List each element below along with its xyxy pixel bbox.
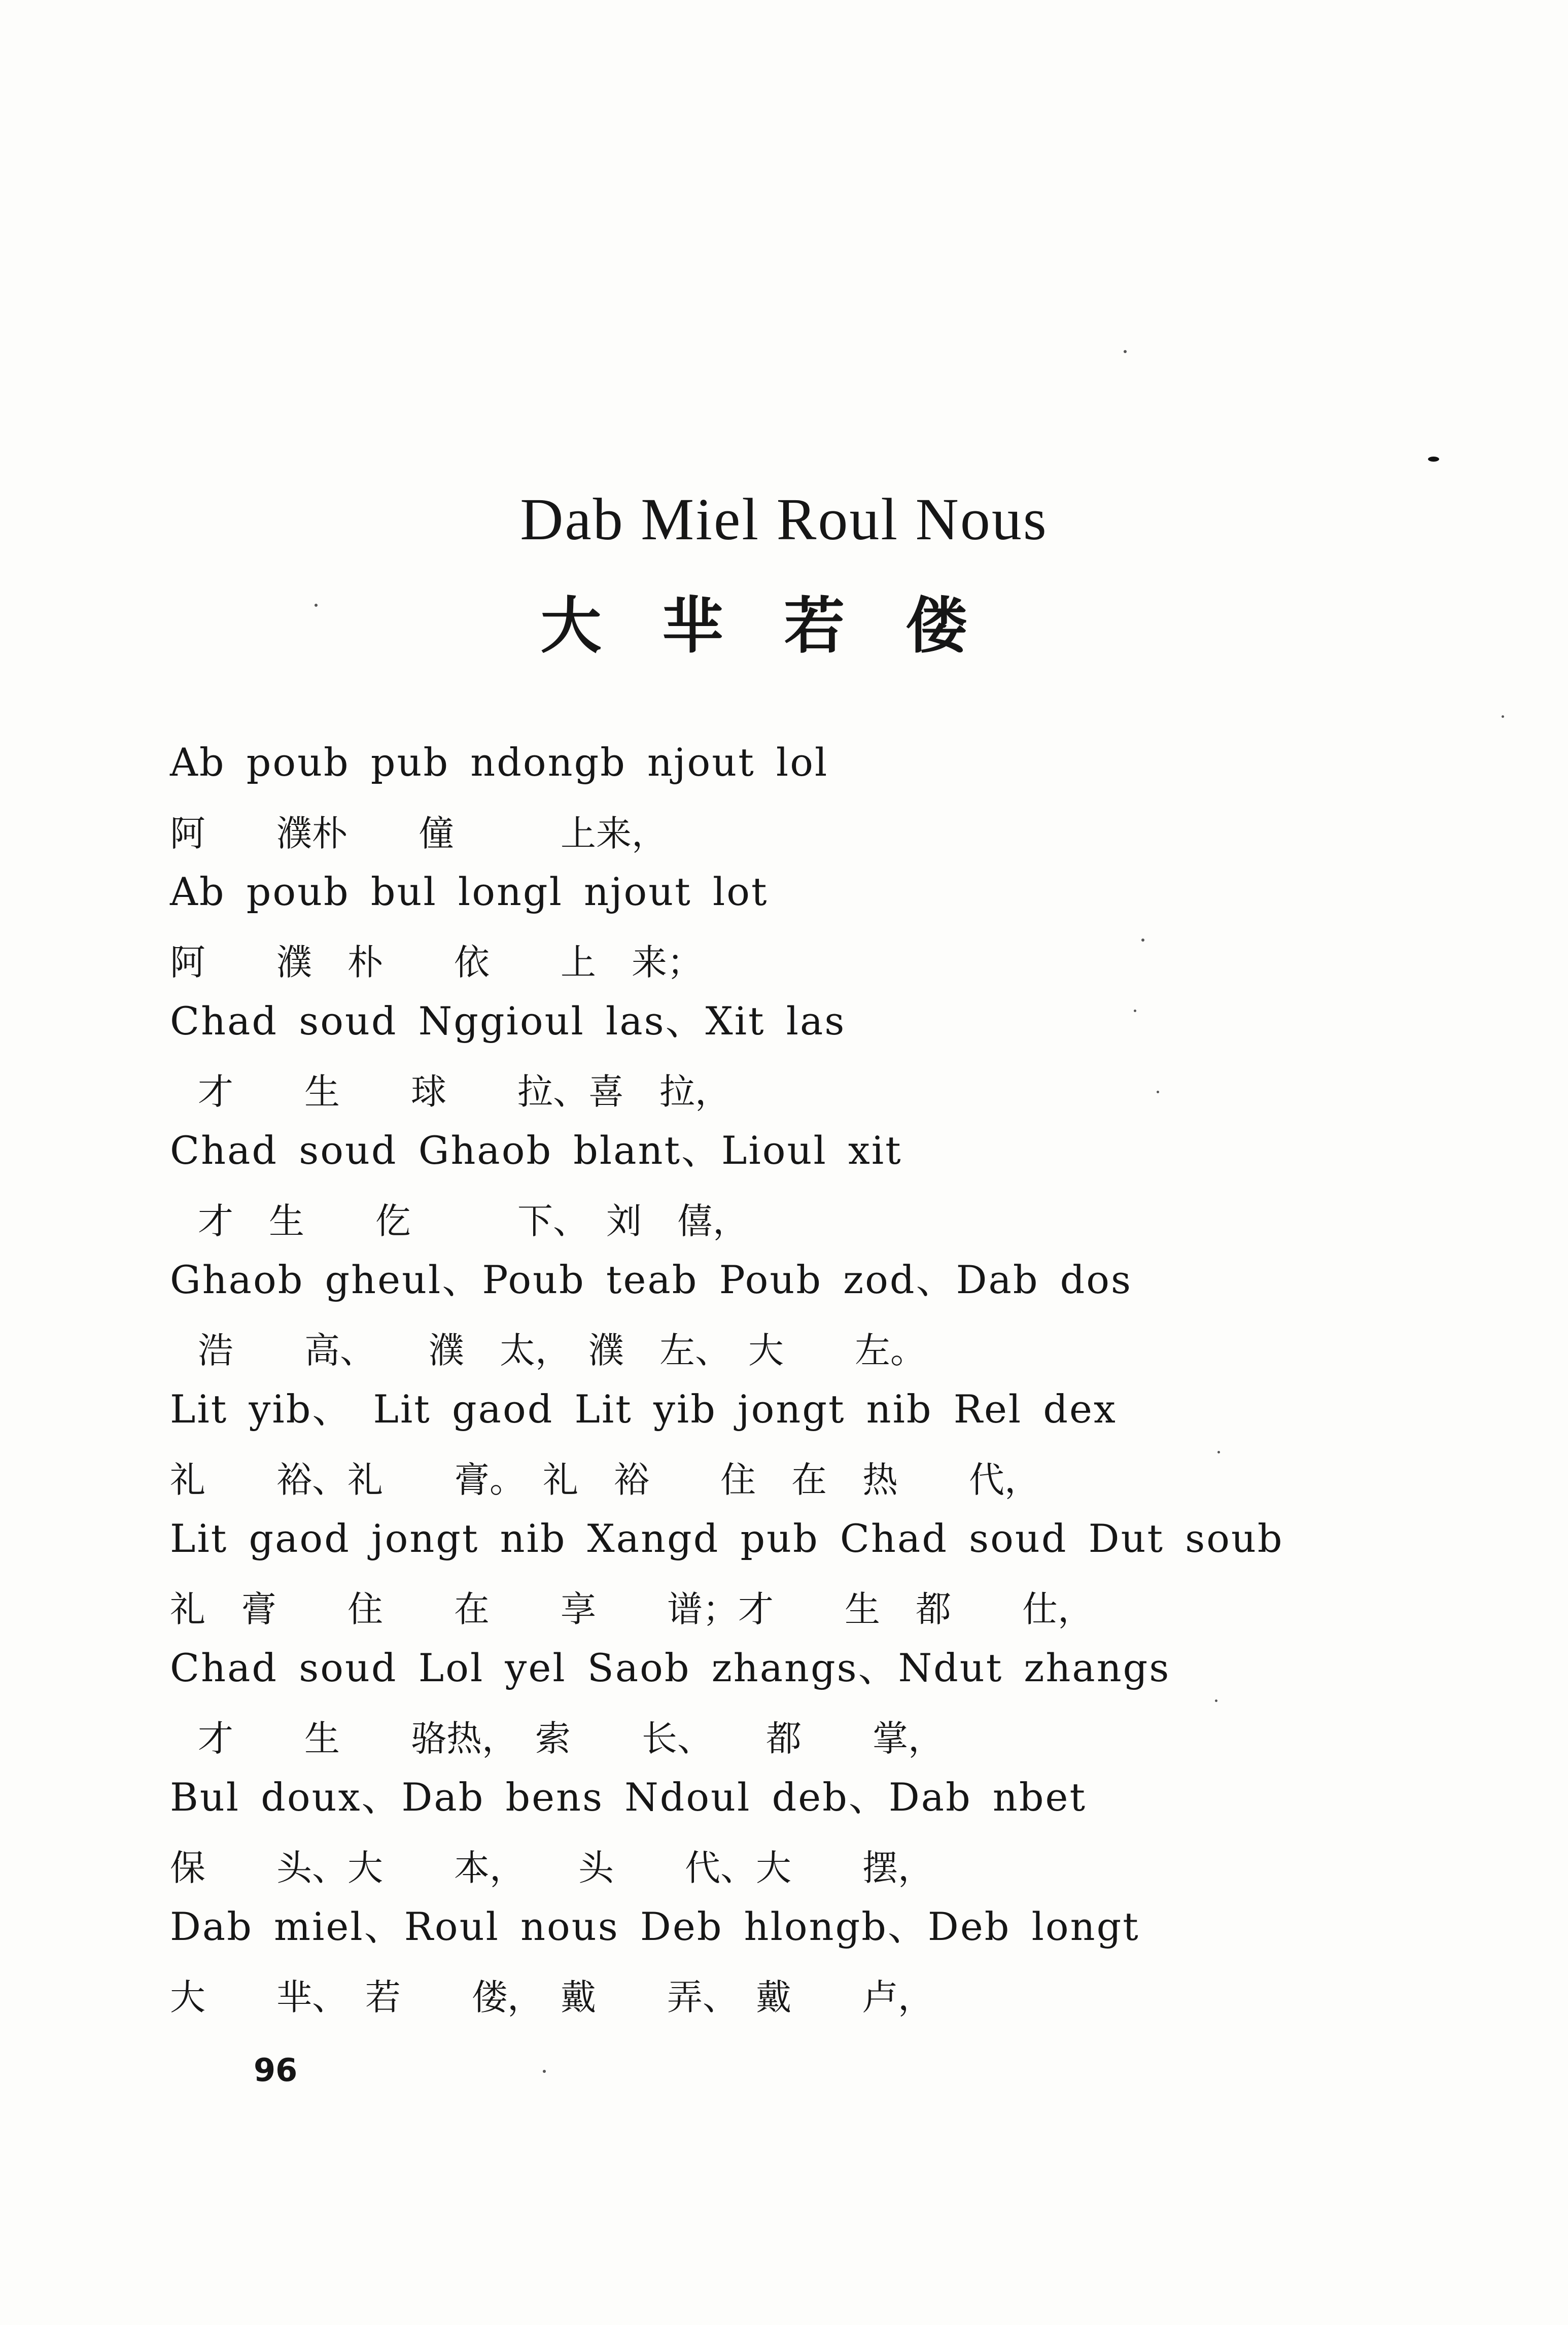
poem-title-chinese: 大芈若偻: [540, 591, 1028, 662]
scan-speck: [1217, 1451, 1220, 1453]
verse-line-chinese: 才 生 仡 下、 刘 僖，: [198, 1200, 748, 1242]
verse-line-chinese: 阿 濮朴 僮 上来，: [170, 813, 667, 854]
verse-line-latin: Chad soud Nggioul las、Xit las: [170, 998, 846, 1044]
verse-line-latin: Bul doux、Dab bens Ndoul deb、Dab nbet: [170, 1775, 1087, 1820]
verse-line-latin: Chad soud Ghaob blant、Lioul xit: [170, 1128, 902, 1173]
scan-speck: [315, 604, 318, 607]
verse-line-chinese: 浩 高、 濮 太， 濮 左、 大 左。: [198, 1330, 926, 1371]
verse-line-latin: Ab poub bul longl njout lot: [170, 869, 769, 914]
page-number: 96: [254, 2052, 298, 2089]
verse-line-chinese: 礼 膏 住 在 享 谱；才 生 都 仕，: [170, 1588, 1093, 1630]
verse-line-chinese: 保 头、大 本， 头 代、大 摆，: [170, 1847, 933, 1889]
verse-line-latin: Chad soud Lol yel Saob zhangs、Ndut zhangs: [170, 1645, 1171, 1690]
verse-line-latin: Lit gaod jongt nib Xangd pub Chad soud Dut soub: [170, 1516, 1284, 1561]
scan-speck: [543, 2070, 546, 2073]
verse-line-chinese: 才 生 球 拉、喜 拉，: [198, 1071, 730, 1113]
poem-title-latin: Dab Miel Roul Nous: [520, 486, 1048, 552]
verse-line-chinese: 大 芈、 若 偻， 戴 弄、 戴 卢，: [170, 1976, 933, 2018]
scan-speck: [1134, 1010, 1136, 1012]
verse-line-latin: Ab poub pub ndongb njout lol: [170, 740, 829, 785]
scan-speck: [1141, 939, 1144, 942]
scan-speck: [1428, 457, 1439, 462]
verse-line-latin: Ghaob gheul、Poub teab Poub zod、Dab dos: [170, 1257, 1133, 1302]
scan-speck: [1124, 350, 1127, 353]
scan-speck: [1157, 1091, 1159, 1093]
scan-speck: [1502, 715, 1504, 718]
scan-speck: [1215, 1699, 1217, 1702]
verse-line-latin: Lit yib、 Lit gaod Lit yib jongt nib Rel dex: [170, 1386, 1117, 1432]
verse-line-chinese: 阿 濮 朴 依 上 来；: [170, 942, 703, 983]
verse-line-chinese: 礼 裕、礼 膏。 礼 裕 住 在 热 代，: [170, 1459, 1040, 1501]
verse-line-latin: Dab miel、Roul nous Deb hlongb、Deb longt: [170, 1904, 1140, 1949]
verse-line-chinese: 才 生 骆热， 索 长、 都 掌，: [198, 1718, 944, 1759]
